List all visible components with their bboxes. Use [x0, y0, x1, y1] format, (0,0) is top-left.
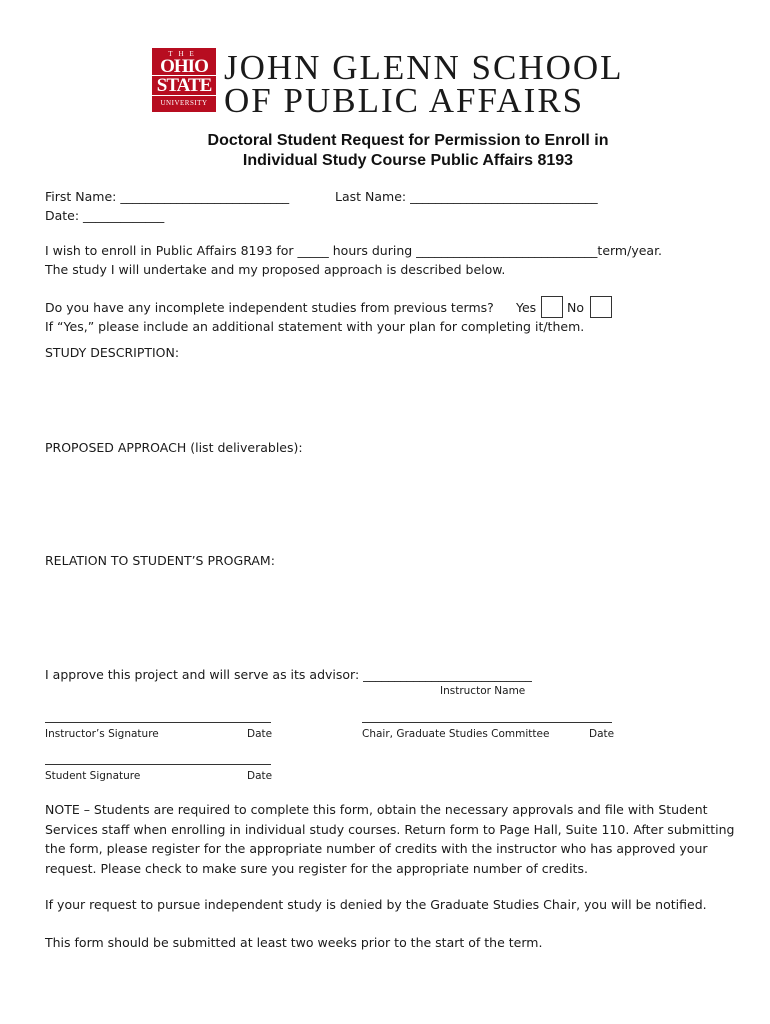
yes-checkbox[interactable]: [541, 296, 563, 318]
enroll-statement[interactable]: I wish to enroll in Public Affairs 8193 for _____ hours during _____________________________term/year.: [45, 243, 663, 258]
incomplete-followup: If “Yes,” please include an additional statement with your plan for completing it/them.: [45, 319, 585, 334]
study-description-heading: STUDY DESCRIPTION:: [45, 345, 180, 360]
logo-the-text: THE: [168, 50, 200, 58]
deadline-notice: This form should be submitted at least two weeks prior to the start of the term.: [45, 935, 543, 950]
logo-ohio-text: OHIO: [160, 56, 208, 77]
school-name-line1: JOHN GLENN SCHOOL: [224, 48, 624, 87]
denied-notice: If your request to pursue independent study is denied by the Graduate Studies Chair, you will be notified.: [45, 897, 707, 912]
student-date-label: Date: [247, 770, 273, 782]
note-paragraph: NOTE – Students are required to complete this form, obtain the necessary approvals and file with Student Services staff when enrolling in individual study courses. Return form to Page Hall, Suite 110. After submitting the form, please register for the appropriate number of credits with the instructor who has approved your request. Please check to make sure you register for the appropriate number of credits.: [45, 802, 735, 876]
chair-signature-line[interactable]: [362, 722, 612, 723]
school-name-line2: OF PUBLIC AFFAIRS: [224, 81, 585, 120]
last-name-field[interactable]: Last Name: ______________________________: [335, 189, 598, 204]
student-signature-line[interactable]: [45, 764, 271, 765]
incomplete-question: Do you have any incomplete independent studies from previous terms?: [45, 300, 494, 315]
chair-signature-label: Chair, Graduate Studies Committee: [362, 728, 550, 740]
first-name-field[interactable]: First Name: ___________________________: [45, 189, 290, 204]
instructor-name-caption: Instructor Name: [440, 685, 526, 697]
no-checkbox[interactable]: [590, 296, 612, 318]
form-title-line2: Individual Study Course Public Affairs 8193: [242, 152, 574, 169]
instructor-signature-label: Instructor’s Signature: [45, 728, 159, 740]
study-statement: The study I will undertake and my proposed approach is described below.: [45, 262, 506, 277]
chair-date-label: Date: [589, 728, 615, 740]
instructor-signature-line[interactable]: [45, 722, 271, 723]
approval-statement[interactable]: I approve this project and will serve as its advisor: ___________________________: [45, 667, 532, 682]
yes-label: Yes: [516, 300, 537, 315]
no-label: No: [567, 300, 584, 315]
instructor-date-label: Date: [247, 728, 273, 740]
relation-heading: RELATION TO STUDENT’S PROGRAM:: [45, 553, 275, 568]
proposed-approach-heading: PROPOSED APPROACH (list deliverables):: [45, 440, 303, 455]
date-field[interactable]: Date: _____________: [45, 208, 165, 223]
student-signature-label: Student Signature: [45, 770, 141, 782]
logo-university-text: UNIVERSITY: [160, 99, 208, 107]
form-title-line1: Doctoral Student Request for Permission to Enroll in: [207, 132, 609, 149]
ohio-state-logo: [152, 48, 216, 112]
logo-state-text: STATE: [152, 75, 216, 96]
